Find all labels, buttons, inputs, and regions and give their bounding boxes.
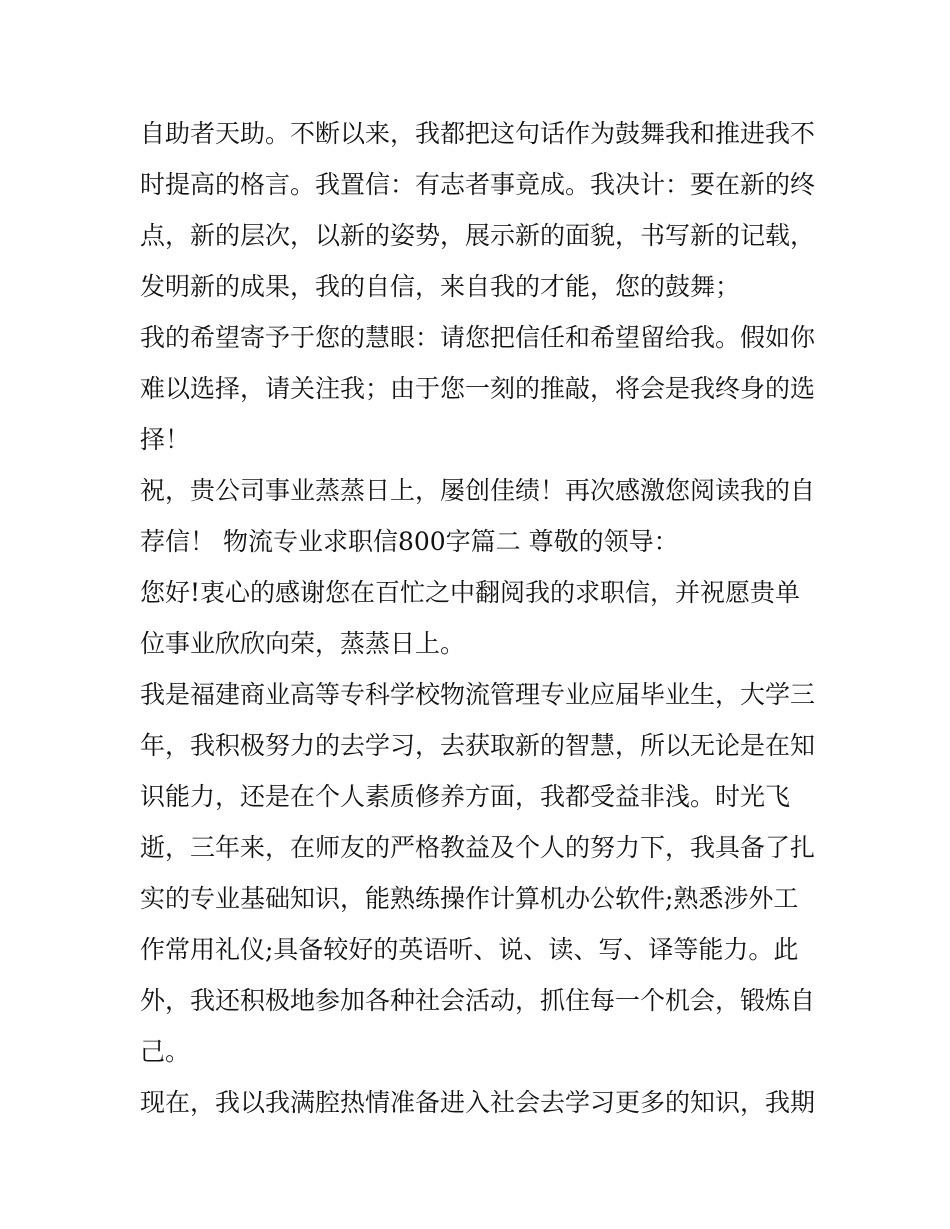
text-line: 难以选择，请关注我；由于您一刻的推敲，将会是我终身的选	[140, 374, 816, 403]
text-line: 您好!衷心的感谢您在百忙之中翻阅我的求职信，并祝愿贵单	[140, 578, 801, 607]
text-line: 祝，贵公司事业蒸蒸日上，屡创佳绩！再次感激您阅读我的自	[140, 476, 816, 505]
text-line: 点，新的层次，以新的姿势，展示新的面貌，书写新的记载，	[140, 221, 816, 250]
text-line: 荐信！ 物流专业求职信800字篇二 尊敬的领导：	[140, 527, 679, 556]
text-line: 逝，三年来，在师友的严格教益及个人的努力下，我具备了扎	[140, 833, 816, 862]
letter-body	[140, 108, 830, 1128]
text-line: 择！	[140, 425, 191, 454]
text-line: 作常用礼仪;具备较好的英语听、说、读、写、译等能力。此	[140, 935, 799, 964]
text-line: 自助者天助。不断以来，我都把这句话作为鼓舞我和推进我不	[140, 119, 816, 148]
text-line: 年，我积极努力的去学习，去获取新的智慧，所以无论是在知	[140, 731, 816, 760]
text-line: 己。	[140, 1037, 191, 1066]
text-line: 我的希望寄予于您的慧眼：请您把信任和希望留给我。假如你	[140, 323, 816, 352]
text-line: 发明新的成果，我的自信，来自我的才能，您的鼓舞；	[140, 272, 741, 301]
text-line: 识能力，还是在个人素质修养方面，我都受益非浅。时光飞	[140, 782, 791, 811]
text-line: 外，我还积极地参加各种社会活动，抓住每一个机会，锻炼自	[140, 986, 816, 1015]
text-line: 现在，我以我满腔热情准备进入社会去学习更多的知识，我期	[140, 1088, 816, 1117]
text-line: 我是福建商业高等专科学校物流管理专业应届毕业生，大学三	[140, 680, 816, 709]
text-line: 时提高的格言。我置信：有志者事竟成。我决计：要在新的终	[140, 170, 816, 199]
text-line: 实的专业基础知识，能熟练操作计算机办公软件;熟悉涉外工	[140, 884, 799, 913]
text-line: 位事业欣欣向荣，蒸蒸日上。	[140, 629, 466, 658]
